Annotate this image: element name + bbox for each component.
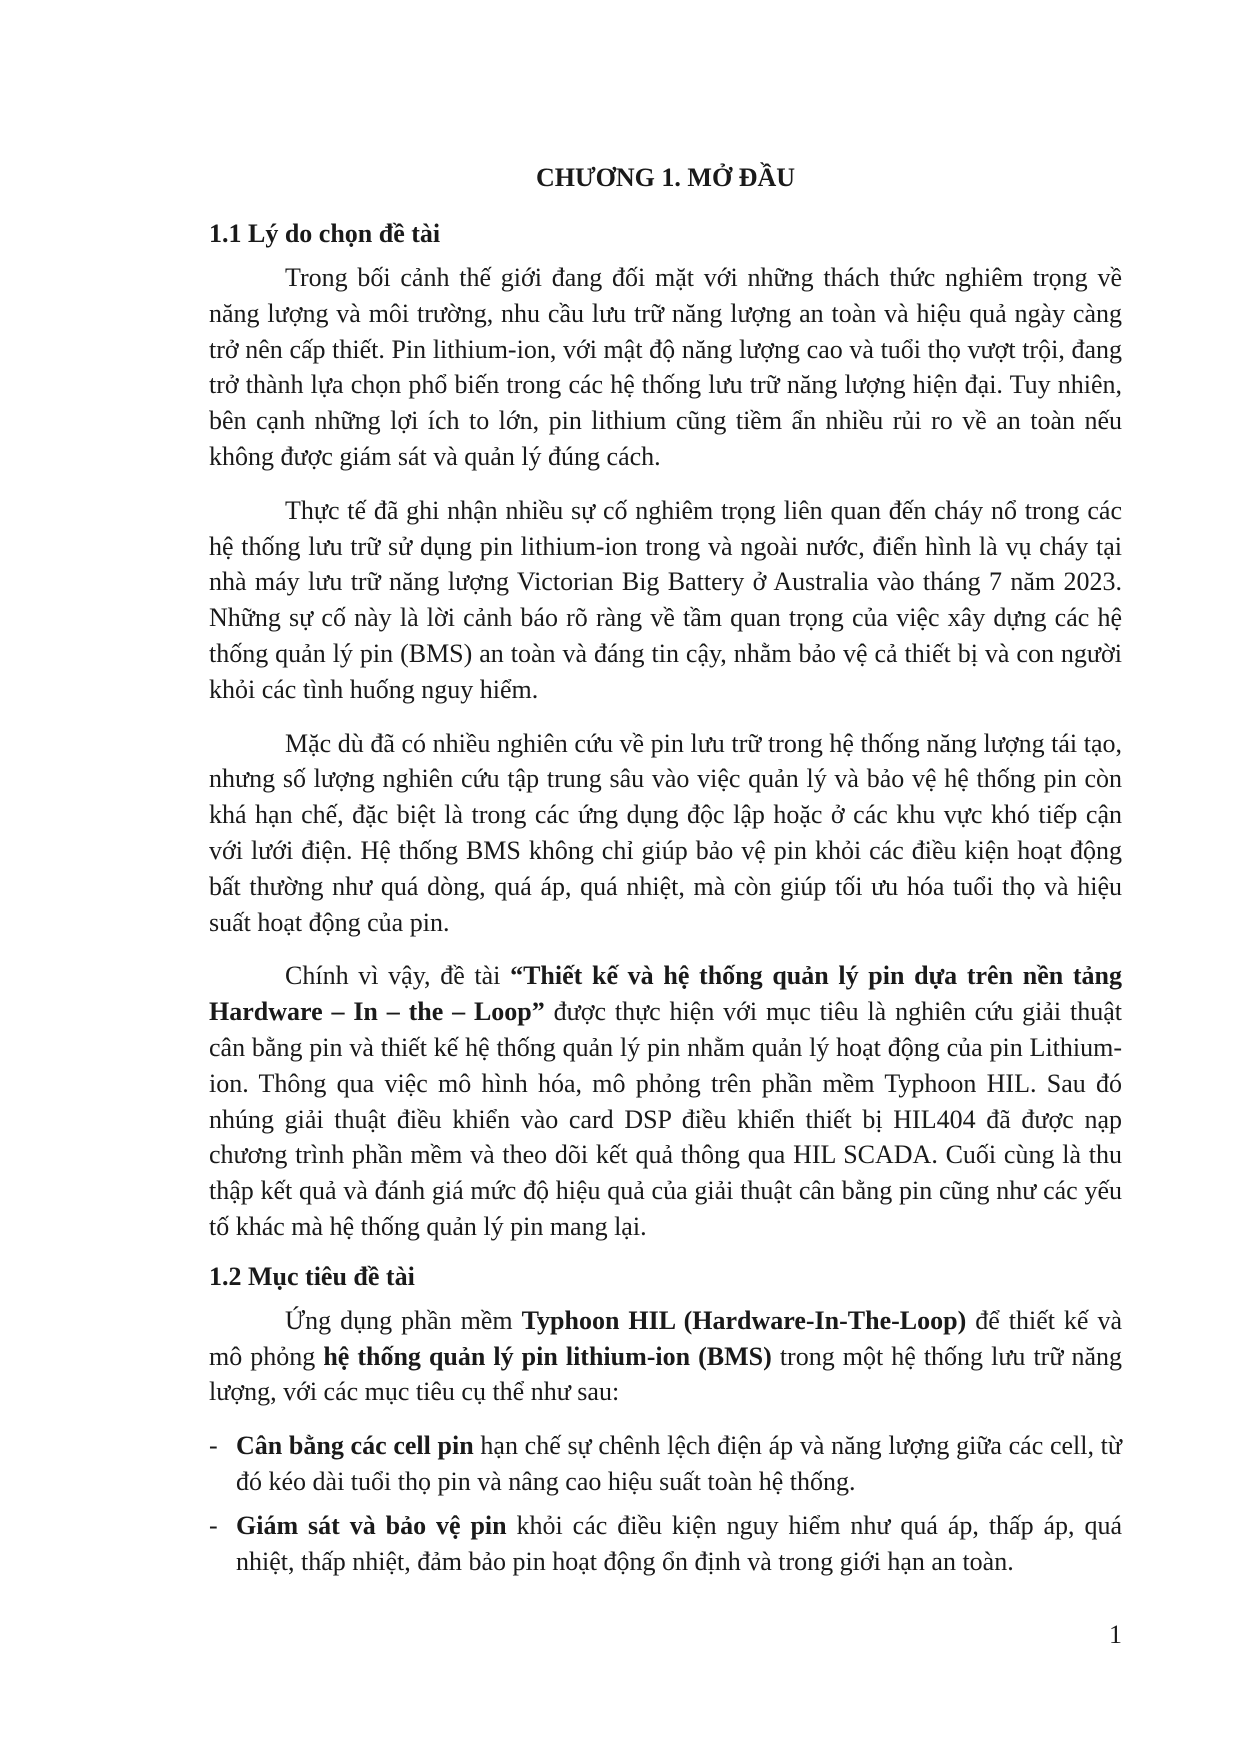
paragraph-4: [209, 958, 1122, 1244]
list-item: [209, 1508, 1122, 1580]
list-item: [209, 1428, 1122, 1500]
thesis-title-bold: “Thiết kế và hệ thống quản lý pin dựa trên nền tảng Hardware – In – the – Loop”: [209, 961, 1123, 1027]
intro-post: trong một hệ thống lưu trữ năng lượng, với các mục tiêu cụ thể như sau:: [209, 1341, 1123, 1407]
paragraph-objectives-intro: [209, 1303, 1122, 1410]
paragraph-4-post: được thực hiện với mục tiêu là nghiên cứu giải thuật cân bằng pin và thiết kế hệ thống quản lý pin nhằm quản lý hoạt động của pin Lithium-ion. Thông qua việc mô hình hóa, mô phỏng trên phần mềm Typhoon HIL. Sau đó nhúng giải thuật điều khiển vào card DSP điều khiển thiết bị HIL404 đã được nạp chương trình phần mềm và theo dõi kết quả thông qua HIL SCADA. Cuối cùng là thu thập kết quả và đánh giá mức độ hiệu quả của giải thuật cân bằng pin cũng như các yếu tố khác mà hệ thống quản lý pin mang lại.: [209, 997, 1122, 1241]
paragraph-2: Thực tế đã ghi nhận nhiều sự cố nghiêm trọng liên quan đến cháy nổ trong các hệ thống lưu trữ sử dụng pin lithium-ion trong và ngoài nước, điển hình là vụ cháy tại nhà máy lưu trữ năng lượng Victorian Big Battery ở Australia vào tháng 7 năm 2023. Những sự cố này là lời cảnh báo rõ ràng về tầm quan trọng của việc xây dựng các hệ thống quản lý pin (BMS) an toàn và đáng tin cậy, nhằm bảo vệ cả thiết bị và con người khỏi các tình huống nguy hiểm.: [209, 495, 1122, 704]
section-heading-1-1: 1.1 Lý do chọn đề tài: [209, 219, 441, 248]
paragraph-1: Trong bối cảnh thế giới đang đối mặt với những thách thức nghiêm trọng về năng lượng và môi trường, nhu cầu lưu trữ năng lượng an toàn và hiệu quả ngày càng trở nên cấp thiết. Pin lithium-ion, với mật độ năng lượng cao và tuổi thọ vượt trội, đang trở thành lựa chọn phổ biến trong các hệ thống lưu trữ năng lượng hiện đại. Tuy nhiên, bên cạnh những lợi ích to lớn, pin lithium cũng tiềm ẩn nhiều rủi ro về an toàn nếu không được giám sát và quản lý đúng cách.: [209, 263, 1122, 471]
bullet-dash: -: [209, 1510, 218, 1540]
paragraph-3: Mặc dù đã có nhiều nghiên cứu về pin lưu trữ trong hệ thống năng lượng tái tạo, nhưng số lượng nghiên cứu tập trung sâu vào việc quản lý và bảo vệ hệ thống pin còn khá hạn chế, đặc biệt là trong các ứng dụng độc lập hoặc ở các khu vực khó tiếp cận với lưới điện. Hệ thống BMS không chỉ giúp bảo vệ pin khỏi các điều kiện hoạt động bất thường như quá dòng, quá áp, quá nhiệt, mà còn giúp tối ưu hóa tuổi thọ và hiệu suất hoạt động của pin.: [209, 728, 1122, 937]
chapter-title: CHƯƠNG 1. MỞ ĐẦU: [535, 163, 795, 192]
list-item-text: khỏi các điều kiện nguy hiểm như quá áp, thấp áp, quá nhiệt, thấp nhiệt, đảm bảo pin hoạt động ổn định và trong giới hạn an toàn.: [236, 1510, 1123, 1576]
intro-mid: để thiết kế và mô phỏng: [209, 1305, 1122, 1371]
document-page: [209, 160, 1122, 1587]
section-heading-1-2: 1.2 Mục tiêu đề tài: [209, 1261, 415, 1291]
intro-pre: Ứng dụng phần mềm: [285, 1305, 522, 1335]
list-item-text: hạn chế sự chênh lệch điện áp và năng lượng giữa các cell, từ đó kéo dài tuổi thọ pin và nâng cao hiệu suất toàn hệ thống.: [236, 1431, 1122, 1496]
bullet-dash: -: [209, 1431, 218, 1461]
intro-bold-typhoon: Typhoon HIL (Hardware-In-The-Loop): [521, 1305, 967, 1335]
paragraph-4-pre: Chính vì vậy, đề tài: [285, 961, 511, 991]
intro-bold-bms: hệ thống quản lý pin lithium-ion (BMS): [323, 1341, 772, 1371]
list-item-bold: Cân bằng các cell pin: [236, 1431, 474, 1461]
page-number: 1: [1109, 1620, 1122, 1649]
objectives-list: [209, 1428, 1122, 1579]
list-item-bold: Giám sát và bảo vệ pin: [236, 1510, 507, 1540]
